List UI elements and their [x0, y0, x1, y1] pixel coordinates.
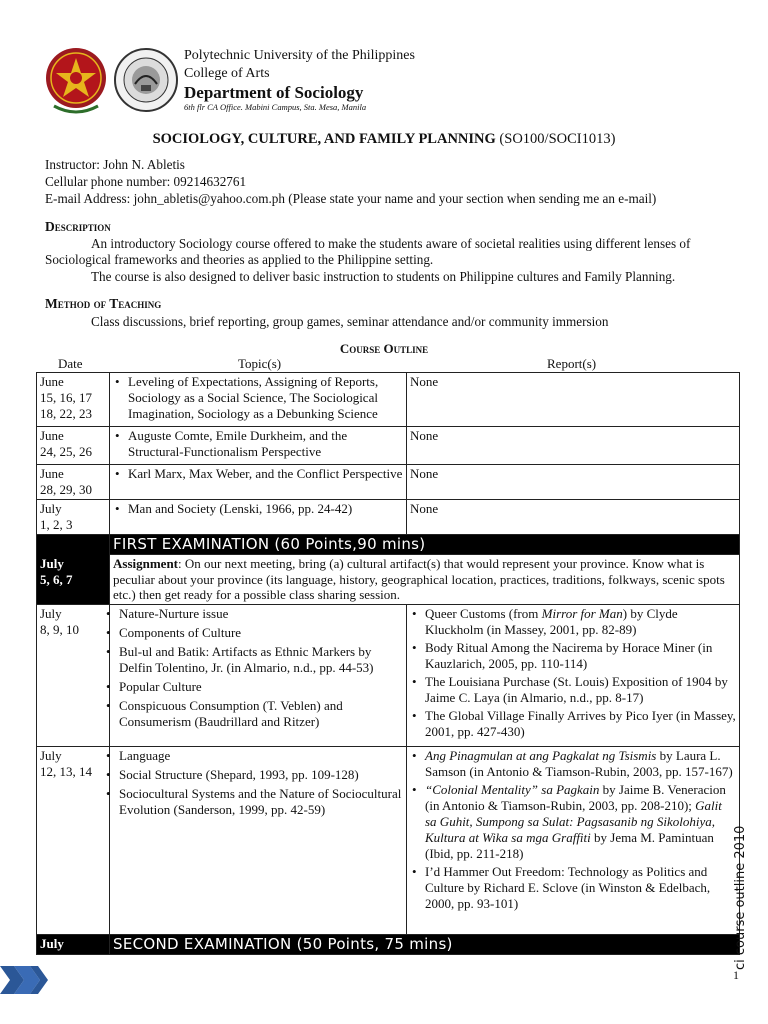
- report-title-italic: Galit sa Guhit, Sumpong sa Sulat: Pagsasanib ng Sikolohiya, Kultura at Wika sa mga Graffiti: [425, 798, 722, 845]
- date-days: 28, 29, 30: [40, 482, 92, 497]
- report-text: Queer Customs (from: [425, 606, 542, 621]
- date-month: June: [40, 428, 64, 443]
- instructor-email: E-mail Address: john_abletis@yahoo.com.ph (Please state your name and your section when sending me an e-mail): [45, 191, 657, 206]
- topic-item: • Social Structure (Shepard, 1993, pp. 109-128): [119, 767, 403, 783]
- page-number: 1: [733, 968, 739, 982]
- report-text: ) by Clyde Kluckholm (in Massey, 2001, pp. 82-89): [425, 606, 678, 637]
- topic-item: • Sociocultural Systems and the Nature of Sociocultural Evolution (Sanderson, 1999, pp. 42-59): [119, 786, 403, 818]
- topic-item: • Man and Society (Lenski, 1966, pp. 24-42): [128, 501, 403, 517]
- table-row: [37, 373, 740, 427]
- course-title: [0, 131, 768, 148]
- report-cell: None: [407, 427, 740, 465]
- date-month: June: [40, 466, 64, 481]
- college-name: College of Arts: [184, 66, 270, 81]
- assignment-cell: [110, 555, 740, 605]
- report-title-italic: “Colonial Mentality” sa Pagkain: [425, 782, 600, 797]
- course-outline-heading: Course Outline: [339, 341, 429, 356]
- report-item: • The Global Village Finally Arrives by Pico Iyer (in Massey, 2001, pp. 427-430): [425, 708, 736, 740]
- course-name: SOCIOLOGY, CULTURE, AND FAMILY PLANNING: [152, 131, 496, 147]
- instructor-name: Instructor: John N. Abletis: [45, 157, 185, 172]
- pup-seal-icon: [44, 44, 108, 118]
- exam-row: [37, 935, 740, 955]
- date-month: June: [40, 374, 64, 389]
- topic-cell: [110, 465, 407, 500]
- topic-cell: [110, 427, 407, 465]
- date-cell: [37, 373, 110, 427]
- date-days: 1, 2, 3: [40, 517, 73, 532]
- description-paragraph-1: An introductory Sociology course offered to make the students aware of societal realities using different lenses of Sociological frameworks and theories as applied to the Philippine setting.: [45, 236, 691, 267]
- date-month: July: [40, 606, 62, 621]
- report-text: by Laura L. Samson (in Antonio & Tiamson-Rubin, 2003, pp. 157-167): [425, 748, 733, 779]
- department-name: Department of Sociology: [184, 83, 364, 102]
- date-days: 5, 6, 7: [40, 571, 73, 587]
- column-header-topics: Topic(s): [238, 356, 282, 371]
- report-item: [425, 782, 736, 862]
- exam-date-cell: [37, 535, 110, 555]
- university-name: Polytechnic University of the Philippines: [184, 48, 415, 63]
- date-month: July: [40, 748, 62, 763]
- date-month: July: [40, 501, 62, 516]
- method-text: Class discussions, brief reporting, group games, seminar attendance and/or community immersion: [91, 314, 609, 329]
- date-days: 24, 25, 26: [40, 444, 92, 459]
- date-cell: [37, 747, 110, 935]
- topic-cell: [110, 500, 407, 535]
- topic-item: • Karl Marx, Max Weber, and the Conflict Perspective: [128, 466, 403, 482]
- topic-cell: [110, 747, 407, 935]
- column-header-reports: Report(s): [547, 356, 597, 371]
- table-row: [37, 747, 740, 935]
- college-of-arts-seal-icon: [113, 44, 179, 118]
- table-row: [37, 500, 740, 535]
- exam-cell: [110, 935, 740, 955]
- exam-cell: [110, 535, 740, 555]
- assignment-label: Assignment: [113, 556, 179, 571]
- report-item: • Body Ritual Among the Nacirema by Horace Miner (in Kauzlarich, 2005, pp. 110-114): [425, 640, 736, 672]
- topic-item: • Language: [119, 748, 403, 764]
- report-title-italic: Ang Pinagmulan at ang Pagkalat ng Tsismis: [425, 748, 657, 763]
- course-code: (SO100/SOCI1013): [499, 131, 616, 147]
- date-cell: [37, 465, 110, 500]
- office-address: 6th flr CA Office. Mabini Campus, Sta. Mesa, Manila: [184, 102, 367, 112]
- date-cell: [37, 935, 110, 955]
- date-days: 12, 13, 14: [40, 764, 92, 779]
- topic-item: • Components of Culture: [119, 625, 403, 641]
- date-month: July: [40, 555, 64, 571]
- report-item: • The Louisiana Purchase (St. Louis) Exposition of 1904 by Jaime C. Laya (in Almario, n.d., pp. 8-17): [425, 674, 736, 706]
- second-exam-title: SECOND EXAMINATION (50 Points, 75 mins): [113, 935, 453, 953]
- table-row: [37, 465, 740, 500]
- topic-item: • Popular Culture: [119, 679, 403, 695]
- description-paragraph-2: The course is also designed to deliver basic instruction to students on Philippine cultures and Family Planning.: [91, 269, 676, 284]
- report-item: • I’d Hammer Out Freedom: Technology as Politics and Culture by Richard E. Sclove (in Winston & Edelbach, 2000, pp. 93-101): [425, 864, 736, 912]
- topic-item: • Auguste Comte, Emile Durkheim, and the Structural-Functionalism Perspective: [128, 428, 403, 460]
- date-cell: [37, 555, 110, 605]
- report-text: by Jema M. Pamintuan (Ibid, pp. 211-218): [425, 830, 714, 861]
- topic-cell: [110, 605, 407, 747]
- date-days: 8, 9, 10: [40, 622, 79, 637]
- topic-item: • Bul-ul and Batik: Artifacts as Ethnic Markers by Delfin Tolentino, Jr. (in Almario, n.d., pp. 44-53): [119, 644, 403, 676]
- exam-row: [37, 535, 740, 555]
- topic-item: • Nature-Nurture issue: [119, 606, 403, 622]
- table-row: [37, 427, 740, 465]
- report-title-italic: Mirror for Man: [541, 606, 623, 621]
- report-cell: None: [407, 500, 740, 535]
- topic-cell: [110, 373, 407, 427]
- date-days: 18, 22, 23: [40, 406, 92, 421]
- report-text: by Jaime B. Veneracion (in Antonio & Tiamson-Rubin, 2003, pp. 208-210);: [425, 782, 726, 813]
- topic-item: • Leveling of Expectations, Assigning of Reports, Sociology as a Social Science, The Sociological Imagination, Sociology as a Debunking Science: [128, 374, 403, 422]
- report-item: [425, 606, 736, 638]
- instructor-phone: Cellular phone number: 09214632761: [45, 174, 247, 189]
- assignment-row: [37, 555, 740, 605]
- column-header-date: Date: [58, 356, 83, 371]
- date-cell: [37, 427, 110, 465]
- date-month: July: [40, 936, 64, 951]
- report-cell: [407, 605, 740, 747]
- report-item: [425, 748, 736, 780]
- side-footer-text: ci course outline 2010: [733, 825, 748, 970]
- assignment-text: : On our next meeting, bring (a) cultural artifact(s) that would represent your province. Know what is peculiar about your province (its language, history, geographical location, practices, traditions, folkways, scenic spots etc.) then get ready for a possible class sharing session.: [113, 556, 725, 602]
- chevron-arrows-icon: [0, 962, 50, 998]
- report-cell: None: [407, 465, 740, 500]
- topic-item: • Conspicuous Consumption (T. Veblen) and Consumerism (Baudrillard and Ritzer): [119, 698, 403, 730]
- date-cell: [37, 605, 110, 747]
- first-exam-title: FIRST EXAMINATION (60 Points,90 mins): [113, 535, 426, 553]
- date-days: 15, 16, 17: [40, 390, 92, 405]
- course-outline-table: [36, 372, 740, 955]
- report-cell: None: [407, 373, 740, 427]
- table-row: [37, 605, 740, 747]
- description-heading: Description: [45, 219, 111, 234]
- report-cell: [407, 747, 740, 935]
- date-cell: [37, 500, 110, 535]
- method-heading: Method of Teaching: [45, 296, 162, 311]
